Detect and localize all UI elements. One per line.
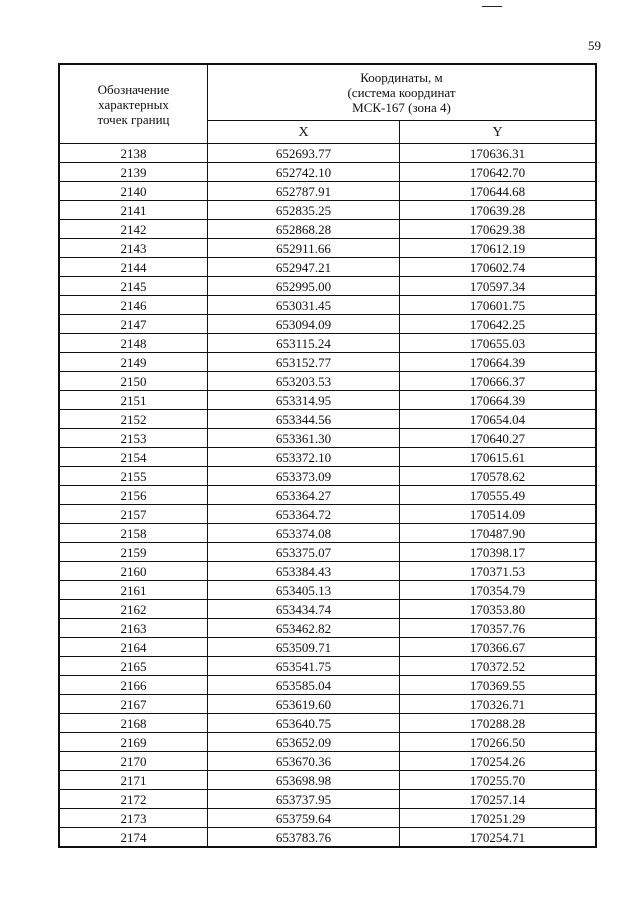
table-row — [59, 524, 596, 543]
table-row — [59, 771, 596, 790]
point-cell: 2170 — [59, 752, 208, 771]
point-cell: 2166 — [59, 676, 208, 695]
x-column-header: X — [208, 121, 400, 144]
table-row — [59, 714, 596, 733]
point-cell: 2142 — [59, 220, 208, 239]
x-coordinate-cell: 653698.98 — [208, 771, 400, 790]
point-cell: 2163 — [59, 619, 208, 638]
x-coordinate-cell: 653203.53 — [208, 372, 400, 391]
coords-header-line: Координаты, м — [360, 70, 443, 85]
point-cell: 2141 — [59, 201, 208, 220]
x-coordinate-cell: 653115.24 — [208, 334, 400, 353]
x-coordinate-cell: 653652.09 — [208, 733, 400, 752]
point-cell: 2168 — [59, 714, 208, 733]
point-cell: 2148 — [59, 334, 208, 353]
table-row — [59, 790, 596, 809]
y-coordinate-cell: 170254.26 — [400, 752, 597, 771]
point-column-header — [59, 64, 208, 144]
table-row — [59, 486, 596, 505]
table-row — [59, 239, 596, 258]
coordinates-column-header — [208, 64, 597, 121]
y-coordinate-cell: 170257.14 — [400, 790, 597, 809]
table-row — [59, 220, 596, 239]
table-row — [59, 638, 596, 657]
x-coordinate-cell: 653405.13 — [208, 581, 400, 600]
table-row — [59, 429, 596, 448]
y-coordinate-cell: 170487.90 — [400, 524, 597, 543]
x-coordinate-cell: 653759.64 — [208, 809, 400, 828]
x-coordinate-cell: 653361.30 — [208, 429, 400, 448]
x-coordinate-cell: 653364.72 — [208, 505, 400, 524]
table-row — [59, 467, 596, 486]
point-cell: 2146 — [59, 296, 208, 315]
y-coordinate-cell: 170266.50 — [400, 733, 597, 752]
point-cell: 2159 — [59, 543, 208, 562]
table-row — [59, 277, 596, 296]
point-cell: 2143 — [59, 239, 208, 258]
coordinates-table — [58, 63, 597, 848]
y-coordinate-cell: 170597.34 — [400, 277, 597, 296]
y-coordinate-cell: 170514.09 — [400, 505, 597, 524]
point-cell: 2155 — [59, 467, 208, 486]
y-coordinate-cell: 170664.39 — [400, 353, 597, 372]
point-header-line: точек границ — [97, 111, 170, 127]
y-coordinate-cell: 170398.17 — [400, 543, 597, 562]
y-coordinate-cell: 170354.79 — [400, 581, 597, 600]
table-row — [59, 600, 596, 619]
point-cell: 2144 — [59, 258, 208, 277]
x-coordinate-cell: 652742.10 — [208, 163, 400, 182]
y-coordinate-cell: 170326.71 — [400, 695, 597, 714]
y-coordinate-cell: 170251.29 — [400, 809, 597, 828]
x-coordinate-cell: 653619.60 — [208, 695, 400, 714]
x-coordinate-cell: 653384.43 — [208, 562, 400, 581]
point-cell: 2149 — [59, 353, 208, 372]
point-cell: 2158 — [59, 524, 208, 543]
y-column-header: Y — [400, 121, 597, 144]
table-row — [59, 144, 596, 163]
point-cell: 2147 — [59, 315, 208, 334]
table-row — [59, 695, 596, 714]
point-cell: 2153 — [59, 429, 208, 448]
y-coordinate-cell: 170640.27 — [400, 429, 597, 448]
table-row — [59, 733, 596, 752]
table-row — [59, 334, 596, 353]
point-cell: 2152 — [59, 410, 208, 429]
x-coordinate-cell: 652835.25 — [208, 201, 400, 220]
table-row — [59, 258, 596, 277]
table-row — [59, 676, 596, 695]
y-coordinate-cell: 170655.03 — [400, 334, 597, 353]
y-coordinate-cell: 170629.38 — [400, 220, 597, 239]
point-cell: 2167 — [59, 695, 208, 714]
point-cell: 2162 — [59, 600, 208, 619]
table-row — [59, 809, 596, 828]
x-coordinate-cell: 652995.00 — [208, 277, 400, 296]
x-coordinate-cell: 653670.36 — [208, 752, 400, 771]
x-coordinate-cell: 653373.09 — [208, 467, 400, 486]
x-coordinate-cell: 653737.95 — [208, 790, 400, 809]
table-row — [59, 828, 596, 848]
y-coordinate-cell: 170612.19 — [400, 239, 597, 258]
point-cell: 2164 — [59, 638, 208, 657]
table-row — [59, 372, 596, 391]
y-coordinate-cell: 170555.49 — [400, 486, 597, 505]
point-cell: 2139 — [59, 163, 208, 182]
table-row — [59, 353, 596, 372]
point-cell: 2169 — [59, 733, 208, 752]
coords-header-line: (система координат — [347, 85, 456, 100]
y-coordinate-cell: 170255.70 — [400, 771, 597, 790]
table-row — [59, 543, 596, 562]
table-row — [59, 296, 596, 315]
point-header-line: Обозначение — [97, 81, 170, 97]
y-coordinate-cell: 170288.28 — [400, 714, 597, 733]
table-row — [59, 163, 596, 182]
y-coordinate-cell: 170357.76 — [400, 619, 597, 638]
x-coordinate-cell: 653541.75 — [208, 657, 400, 676]
x-coordinate-cell: 653372.10 — [208, 448, 400, 467]
page-top-mark — [482, 6, 502, 7]
x-coordinate-cell: 652947.21 — [208, 258, 400, 277]
y-coordinate-cell: 170254.71 — [400, 828, 597, 848]
table-row — [59, 448, 596, 467]
y-coordinate-cell: 170654.04 — [400, 410, 597, 429]
x-coordinate-cell: 653462.82 — [208, 619, 400, 638]
table-row — [59, 657, 596, 676]
point-cell: 2150 — [59, 372, 208, 391]
point-cell: 2172 — [59, 790, 208, 809]
table-body — [59, 144, 596, 848]
y-coordinate-cell: 170602.74 — [400, 258, 597, 277]
table-header — [59, 64, 596, 144]
coords-header-line: МСК-167 (зона 4) — [352, 100, 451, 115]
point-cell: 2174 — [59, 828, 208, 848]
point-cell: 2145 — [59, 277, 208, 296]
table-row — [59, 505, 596, 524]
y-coordinate-cell: 170372.52 — [400, 657, 597, 676]
point-cell: 2140 — [59, 182, 208, 201]
point-cell: 2161 — [59, 581, 208, 600]
point-cell: 2171 — [59, 771, 208, 790]
y-coordinate-cell: 170664.39 — [400, 391, 597, 410]
point-cell: 2157 — [59, 505, 208, 524]
y-coordinate-cell: 170366.67 — [400, 638, 597, 657]
table-row — [59, 201, 596, 220]
x-coordinate-cell: 653509.71 — [208, 638, 400, 657]
header-row-top — [59, 64, 596, 121]
x-coordinate-cell: 653783.76 — [208, 828, 400, 848]
x-coordinate-cell: 652787.91 — [208, 182, 400, 201]
x-coordinate-cell: 653314.95 — [208, 391, 400, 410]
x-coordinate-cell: 653344.56 — [208, 410, 400, 429]
x-coordinate-cell: 653585.04 — [208, 676, 400, 695]
x-coordinate-cell: 652911.66 — [208, 239, 400, 258]
point-cell: 2173 — [59, 809, 208, 828]
y-coordinate-cell: 170644.68 — [400, 182, 597, 201]
x-coordinate-cell: 652868.28 — [208, 220, 400, 239]
point-cell: 2154 — [59, 448, 208, 467]
y-coordinate-cell: 170642.70 — [400, 163, 597, 182]
y-coordinate-cell: 170601.75 — [400, 296, 597, 315]
x-coordinate-cell: 653434.74 — [208, 600, 400, 619]
table-row — [59, 581, 596, 600]
y-coordinate-cell: 170371.53 — [400, 562, 597, 581]
point-cell: 2138 — [59, 144, 208, 163]
y-coordinate-cell: 170353.80 — [400, 600, 597, 619]
table-row — [59, 315, 596, 334]
y-coordinate-cell: 170642.25 — [400, 315, 597, 334]
y-coordinate-cell: 170615.61 — [400, 448, 597, 467]
x-coordinate-cell: 653374.08 — [208, 524, 400, 543]
x-coordinate-cell: 653364.27 — [208, 486, 400, 505]
x-coordinate-cell: 653031.45 — [208, 296, 400, 315]
x-coordinate-cell: 653640.75 — [208, 714, 400, 733]
x-coordinate-cell: 653094.09 — [208, 315, 400, 334]
y-coordinate-cell: 170578.62 — [400, 467, 597, 486]
x-coordinate-cell: 653152.77 — [208, 353, 400, 372]
table-row — [59, 391, 596, 410]
x-coordinate-cell: 653375.07 — [208, 543, 400, 562]
y-coordinate-cell: 170639.28 — [400, 201, 597, 220]
table-row — [59, 752, 596, 771]
table-row — [59, 410, 596, 429]
point-cell: 2156 — [59, 486, 208, 505]
table-row — [59, 182, 596, 201]
page-number: 59 — [588, 38, 601, 53]
y-coordinate-cell: 170666.37 — [400, 372, 597, 391]
table-row — [59, 619, 596, 638]
point-header-line: характерных — [98, 96, 169, 112]
y-coordinate-cell: 170636.31 — [400, 144, 597, 163]
y-coordinate-cell: 170369.55 — [400, 676, 597, 695]
point-cell: 2165 — [59, 657, 208, 676]
table-row — [59, 562, 596, 581]
point-cell: 2151 — [59, 391, 208, 410]
point-cell: 2160 — [59, 562, 208, 581]
x-coordinate-cell: 652693.77 — [208, 144, 400, 163]
